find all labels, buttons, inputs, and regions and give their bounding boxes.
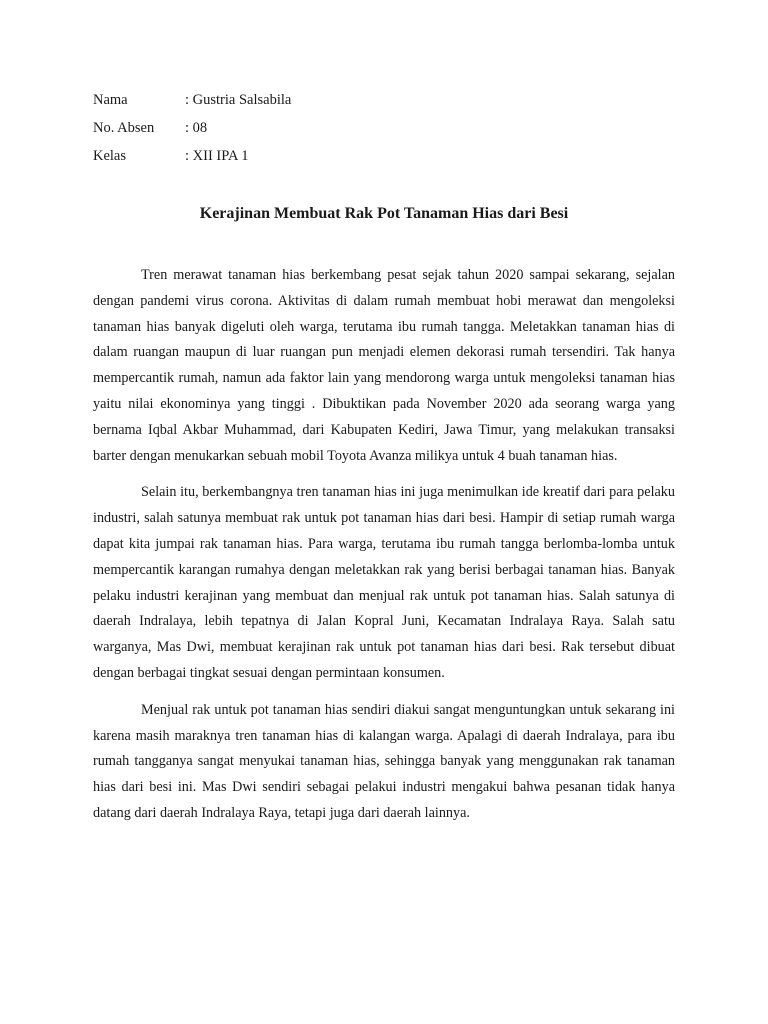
paragraph-2: Selain itu, berkembangnya tren tanaman hias ini juga menimulkan ide kreatif dari para pelaku industri, salah satunya membuat rak untuk pot tanaman hias dari besi. Hampir di setiap rumah warga dapat kita jumpai rak tanaman hias. Para warga, terutama ibu rumah tangga berlomba-lomba untuk mempercantik karangan rumahya dengan meletakkan rak yang berisi berbagai tanaman hias. Banyak pelaku industri kerajinan yang membuat dan menjual rak untuk pot tanaman hias. Salah satunya di daerah Indralaya, lebih tepatnya di Jalan Kopral Juni, Kecamatan Indralaya Raya. Salah satu warganya, Mas Dwi, membuat kerajinan rak untuk pot tanaman hias dari besi. Rak tersebut dibuat dengan berbagai tingkat sesuai dengan permintaan konsumen. [93, 484, 675, 681]
paragraph-3: Menjual rak untuk pot tanaman hias sendiri diakui sangat menguntungkan untuk sekarang ini karena masih maraknya tren tanaman hias di kalangan warga. Apalagi di daerah Indralaya, para ibu rumah tangganya sangat menyukai tanaman hias, sehingga banyak yang menggunakan rak tanaman hias dari besi ini. Mas Dwi sendiri sebagai pelakui industri mengakui bahwa pesanan tidak hanya datang dari daerah Indralaya Raya, tetapi juga dari daerah lainnya. [93, 701, 675, 821]
kelas-value: : XII IPA 1 [185, 148, 249, 164]
absen-value: : 08 [185, 120, 208, 136]
name-value: : Gustria Salsabila [185, 92, 292, 108]
identity-row-absen [93, 114, 291, 142]
document-body [93, 263, 675, 838]
document-title: Kerajinan Membuat Rak Pot Tanaman Hias dari Besi [199, 205, 569, 222]
absen-label: No. Absen [93, 120, 155, 136]
student-identity [93, 86, 291, 170]
name-label: Nama [93, 92, 128, 108]
identity-row-name [93, 86, 291, 114]
kelas-label: Kelas [93, 148, 127, 164]
identity-row-kelas [93, 142, 291, 170]
paragraph-1: Tren merawat tanaman hias berkembang pesat sejak tahun 2020 sampai sekarang, sejalan dengan pandemi virus corona. Aktivitas di dalam rumah membuat hobi merawat dan mengoleksi tanaman hias banyak digeluti oleh warga, terutama ibu rumah tangga. Meletakkan tanaman hias di dalam ruangan maupun di luar ruangan pun menjadi elemen dekorasi rumah tersendiri. Tak hanya mempercantik rumah, namun ada faktor lain yang mendorong warga untuk mengoleksi tanaman hias yaitu nilai ekonominya yang tinggi . Dibuktikan pada November 2020 ada seorang warga yang bernama Iqbal Akbar Muhammad, dari Kabupaten Kediri, Jawa Timur, yang melakukan transaksi barter dengan menukarkan sebuah mobil Toyota Avanza milikya untuk 4 buah tanaman hias. [93, 267, 675, 464]
